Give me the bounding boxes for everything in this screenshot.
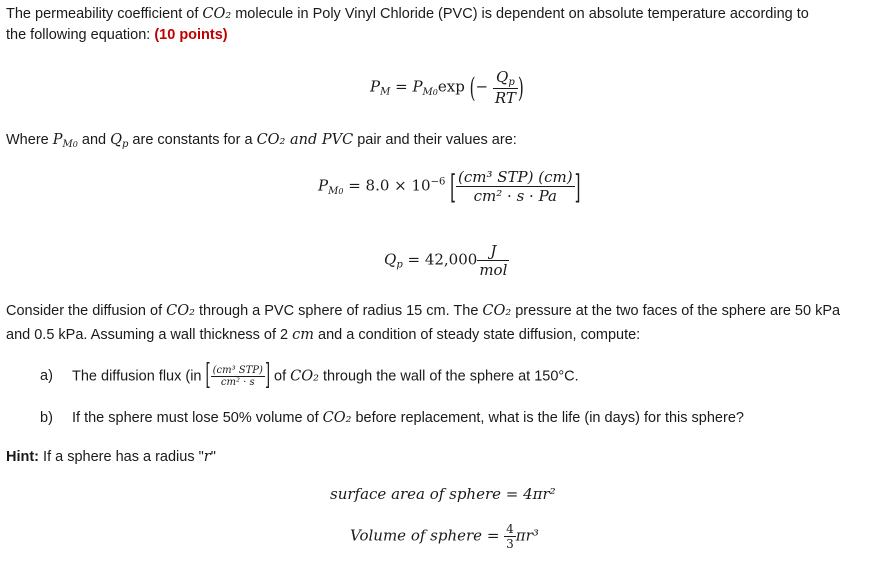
where-text-a: Where xyxy=(6,132,53,148)
consider-text-1b: through a PVC sphere of radius 15 cm. The xyxy=(194,303,483,319)
part-a-co2: CO₂ xyxy=(290,368,319,385)
consider-cm: cm xyxy=(292,327,315,343)
where-text-c: are constants for a xyxy=(128,132,257,148)
eq1-den: RT xyxy=(494,89,516,107)
hint-text: If a sphere has a radius " xyxy=(39,449,204,465)
consider-line-2 xyxy=(6,327,640,343)
eq1-num-sub: p xyxy=(508,77,515,88)
eq1-equals: = xyxy=(390,77,413,96)
eq3-num: J xyxy=(477,242,509,261)
where-pm: P xyxy=(52,132,63,148)
eq2-num: (cm³ STP) (cm) xyxy=(457,168,573,186)
consider-text-1a: Consider the diffusion of xyxy=(6,303,167,319)
eq1-minus: − xyxy=(475,77,489,96)
formula-volume xyxy=(350,522,539,551)
eq2-den: cm² · s · Pa xyxy=(473,187,557,205)
eq3-den: mol xyxy=(479,261,508,279)
where-text-d: pair and their values are: xyxy=(353,132,517,148)
eq2-exponent: −6 xyxy=(430,176,446,188)
part-b xyxy=(40,410,744,426)
consider-text-2a: and 0.5 kPa. Assuming a wall thickness of 2 xyxy=(6,327,293,343)
eq1-fraction xyxy=(493,68,518,107)
consider-line-1 xyxy=(6,303,840,319)
part-a-unit-num: (cm³ STP) xyxy=(212,365,263,376)
part-a-text-b: of xyxy=(270,368,291,385)
consider-co2-1: CO₂ xyxy=(166,303,195,319)
formula-volume-lhs: Volume of sphere = xyxy=(350,526,505,545)
eq3-rhs: = 42,000 xyxy=(402,250,478,269)
part-a-text-a: The diffusion flux (in xyxy=(72,368,206,385)
eq1-p: P xyxy=(412,77,423,96)
intro-text-1b: molecule in Poly Vinyl Chloride (PVC) is dependent on absolute temperature according to xyxy=(231,6,809,22)
equation-permeability xyxy=(370,68,524,107)
intro-line-2 xyxy=(6,27,228,43)
where-pair: CO₂ and PVC xyxy=(256,132,354,148)
eq1-exp: exp xyxy=(437,77,465,96)
eq2-right-bracket: ] xyxy=(574,166,581,207)
eq1-lhs: P xyxy=(370,77,381,96)
part-a-text-c: through the wall of the sphere at 150°C. xyxy=(318,368,579,385)
hint-r: r xyxy=(203,449,211,465)
eq1-p-sub: M0 xyxy=(422,86,438,98)
consider-text-2b: and a condition of steady state diffusion, compute: xyxy=(314,327,641,343)
eq1-num: Q xyxy=(496,68,509,86)
points-label: (10 points) xyxy=(154,27,228,43)
formula-area-text: surface area of sphere = 4πr² xyxy=(330,485,556,503)
eq2-lhs-sub: M0 xyxy=(328,185,344,197)
intro-text-2: the following equation: xyxy=(6,27,155,43)
eq3-lhs: Q xyxy=(384,250,397,269)
consider-text-1c: pressure at the two faces of the sphere are 50 kPa xyxy=(511,303,841,319)
part-a xyxy=(40,360,579,393)
formula-volume-rhs: πr³ xyxy=(515,526,539,545)
eq2-rhs: = 8.0 × 10 xyxy=(343,176,431,195)
equation-pm0 xyxy=(318,168,580,205)
equation-qp xyxy=(384,242,509,279)
part-a-marker: a) xyxy=(40,368,53,385)
where-line xyxy=(6,132,517,150)
hint-line xyxy=(6,449,216,465)
where-text-b: and xyxy=(77,132,111,148)
part-a-unit-den: cm² · s xyxy=(220,377,255,388)
eq2-left-bracket: [ xyxy=(450,166,456,207)
co2-symbol: CO₂ xyxy=(202,6,232,22)
formula-volume-fraction xyxy=(504,522,516,551)
part-a-unit xyxy=(211,365,265,388)
eq1-left-paren: ( xyxy=(469,71,476,104)
formula-surface-area xyxy=(330,485,556,503)
eq1-lhs-sub: M xyxy=(380,86,391,98)
part-b-text-b: before replacement, what is the life (in days) for this sphere? xyxy=(351,410,744,426)
intro-text-1a: The permeability coefficient of xyxy=(6,6,203,22)
eq2-lhs: P xyxy=(318,176,329,195)
eq3-lhs-sub: p xyxy=(396,259,403,271)
eq3-fraction xyxy=(477,242,509,279)
part-b-marker: b) xyxy=(40,410,53,426)
hint-label: Hint: xyxy=(6,449,40,465)
where-pm-sub: M0 xyxy=(62,139,78,150)
part-b-text-a: If the sphere must lose 50% volume of xyxy=(72,410,323,426)
part-b-co2: CO₂ xyxy=(322,410,352,426)
where-qp: Q xyxy=(110,132,122,148)
intro-line-1 xyxy=(6,6,809,22)
part-a-left-bracket: [ xyxy=(205,360,211,393)
consider-co2-2: CO₂ xyxy=(482,303,512,319)
eq2-fraction xyxy=(456,168,575,205)
formula-volume-den: 3 xyxy=(506,537,514,551)
where-qp-sub: p xyxy=(122,139,129,150)
hint-close: " xyxy=(210,449,216,465)
part-a-right-bracket: ] xyxy=(264,360,271,393)
formula-volume-num: 4 xyxy=(506,522,514,536)
eq1-right-paren: ) xyxy=(517,71,524,104)
